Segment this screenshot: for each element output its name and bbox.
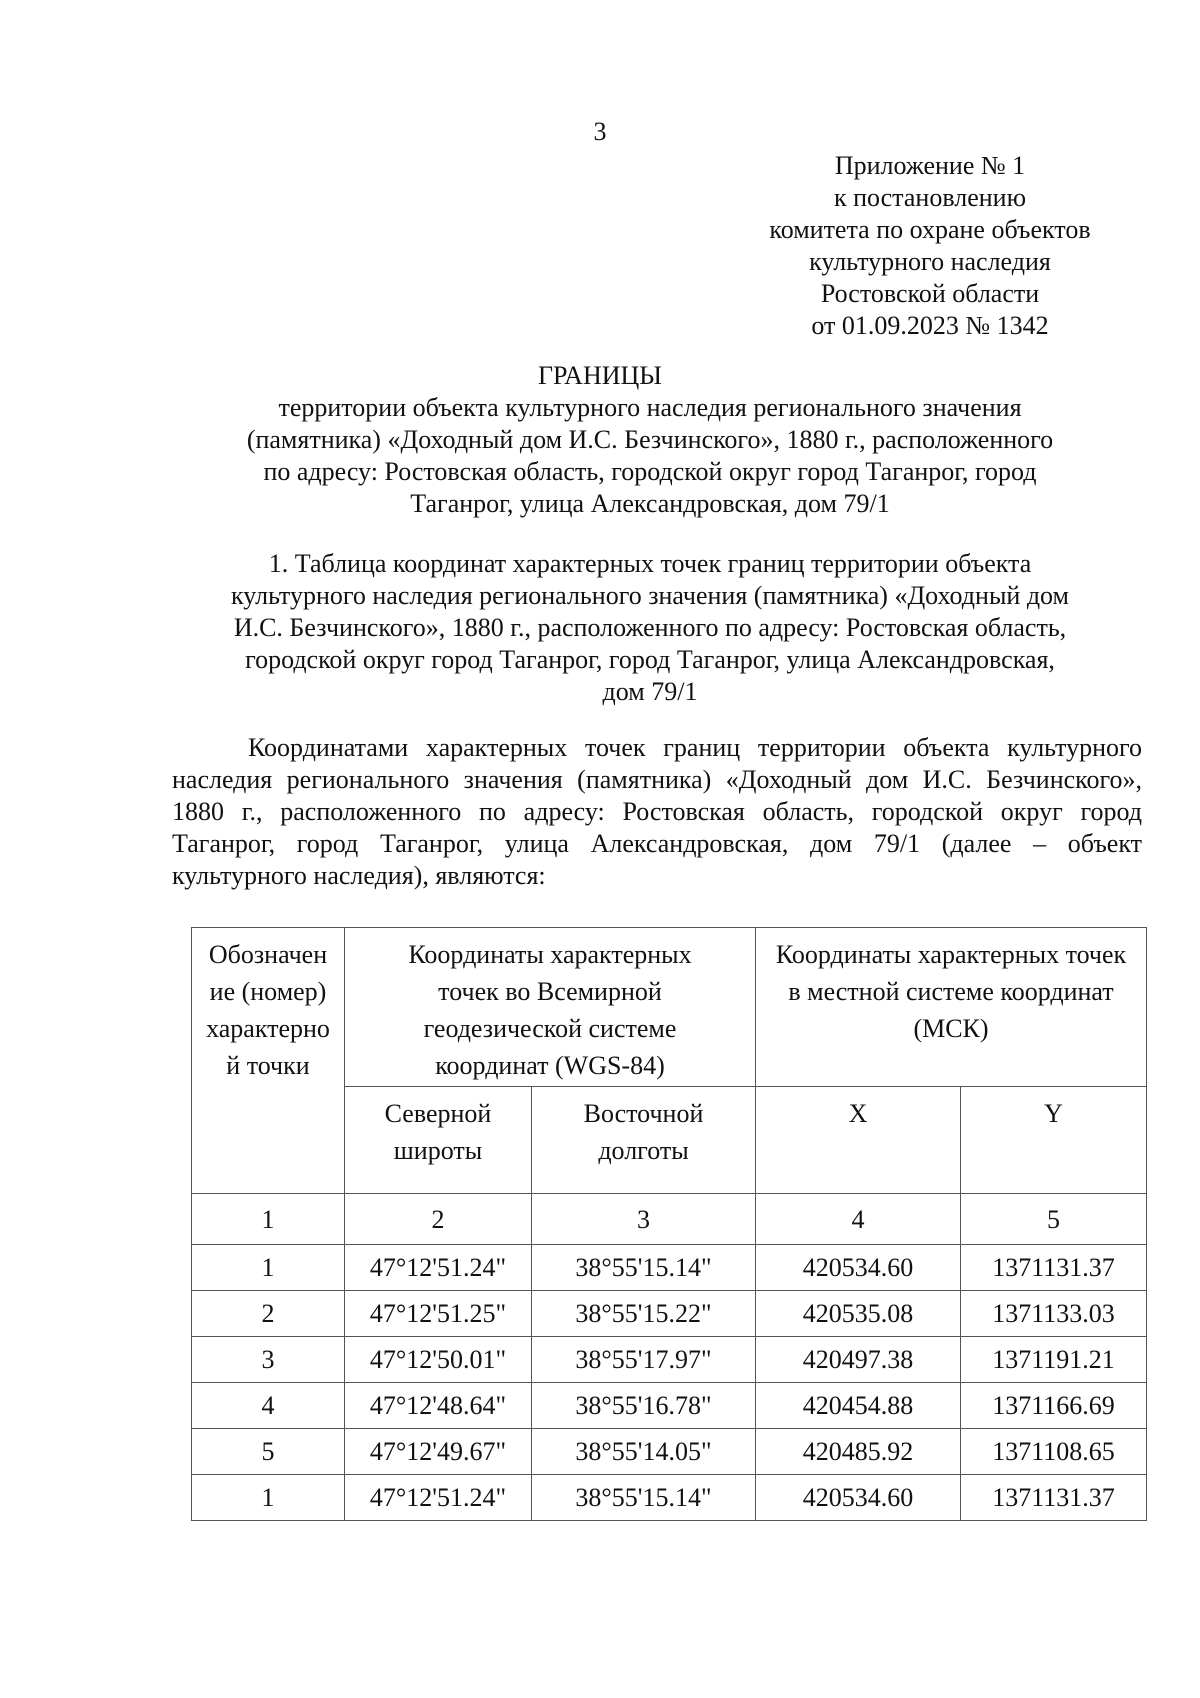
header-text-line: долготы — [598, 1136, 689, 1165]
appendix-line: к постановлению — [833, 183, 1027, 212]
north-latitude-cell: 47°12'48.64" — [345, 1383, 532, 1429]
x-cell: 420535.08 — [756, 1291, 961, 1337]
north-latitude-cell: 47°12'51.25" — [345, 1291, 532, 1337]
header-text-line: (МСК) — [913, 1014, 989, 1043]
y-cell: 1371191.21 — [961, 1337, 1147, 1383]
header-text-line: ие (номер) — [209, 977, 327, 1006]
point-number: 1 — [192, 1475, 345, 1521]
subtitle-line: (памятника) «Доходный дом И.С. Безчинского», 1880 г., расположенного — [246, 425, 1054, 454]
appendix-line: от 01.09.2023 № 1342 — [811, 311, 1049, 340]
appendix-line: Ростовской области — [820, 279, 1040, 308]
appendix-block — [700, 150, 1160, 342]
x-cell: 420534.60 — [756, 1245, 961, 1291]
header-text-line: й точки — [226, 1051, 310, 1080]
section-heading — [180, 548, 1120, 708]
header-text-line: геодезической системе — [423, 1014, 677, 1043]
east-longitude-cell: 38°55'14.05" — [532, 1429, 756, 1475]
point-number: 1 — [192, 1245, 345, 1291]
header-y: Y — [961, 1087, 1147, 1194]
header-x: X — [756, 1087, 961, 1194]
header-text-line: Восточной — [583, 1099, 704, 1128]
x-cell: 420454.88 — [756, 1383, 961, 1429]
subtitle-line: Таганрог, улица Александровская, дом 79/1 — [410, 489, 890, 518]
header-north-latitude — [345, 1087, 532, 1194]
east-longitude-cell: 38°55'16.78" — [532, 1383, 756, 1429]
header-text-line: Обозначен — [208, 940, 328, 969]
y-cell: 1371166.69 — [961, 1383, 1147, 1429]
north-latitude-cell: 47°12'50.01" — [345, 1337, 532, 1383]
header-msk-coordinates — [756, 928, 1147, 1087]
intro-paragraph: Координатами характерных точек границ территории объекта культурного наследия регионального значения (памятника) «Доходный дом И.С. Безчинского», 1880 г., расположенного по адресу: Ростовская область, городской округ город Таганрог, город Таганрог, улица Александровская, дом 79/1 (далее – объект культурного наследия), являются: — [172, 733, 1142, 890]
y-cell: 1371131.37 — [961, 1475, 1147, 1521]
section-heading-line: И.С. Безчинского», 1880 г., расположенного по адресу: Ростовская область, — [233, 613, 1067, 642]
header-text-line: характерно — [206, 1014, 330, 1043]
column-number: 5 — [961, 1194, 1147, 1245]
header-text-line: в местной системе координат — [788, 977, 1114, 1006]
x-cell: 420497.38 — [756, 1337, 961, 1383]
section-heading-line: городской округ город Таганрог, город Таганрог, улица Александровская, — [245, 645, 1055, 674]
table-row — [192, 1337, 1147, 1383]
y-cell: 1371108.65 — [961, 1429, 1147, 1475]
section-heading-line: культурного наследия регионального значения (памятника) «Доходный дом — [230, 581, 1070, 610]
header-text-line: широты — [393, 1136, 483, 1165]
header-text-line: Координаты характерных — [408, 940, 692, 969]
north-latitude-cell: 47°12'51.24" — [345, 1475, 532, 1521]
header-point-designation — [192, 928, 345, 1194]
point-number: 3 — [192, 1337, 345, 1383]
column-number: 1 — [192, 1194, 345, 1245]
column-number: 2 — [345, 1194, 532, 1245]
document-subtitle — [180, 392, 1120, 520]
column-number: 3 — [532, 1194, 756, 1245]
table-row — [192, 1245, 1147, 1291]
document-title: ГРАНИЦЫ — [538, 361, 662, 390]
x-cell: 420485.92 — [756, 1429, 961, 1475]
coordinates-table — [191, 927, 1147, 1521]
table-row — [192, 1429, 1147, 1475]
point-number: 5 — [192, 1429, 345, 1475]
east-longitude-cell: 38°55'15.14" — [532, 1245, 756, 1291]
y-cell: 1371131.37 — [961, 1245, 1147, 1291]
point-number: 4 — [192, 1383, 345, 1429]
north-latitude-cell: 47°12'49.67" — [345, 1429, 532, 1475]
table-header-row — [192, 928, 1147, 1087]
subtitle-line: территории объекта культурного наследия регионального значения — [278, 393, 1022, 422]
subtitle-line: по адресу: Ростовская область, городской округ город Таганрог, город — [263, 457, 1037, 486]
header-east-longitude — [532, 1087, 756, 1194]
point-number: 2 — [192, 1291, 345, 1337]
header-text-line: точек во Всемирной — [438, 977, 662, 1006]
east-longitude-cell: 38°55'15.22" — [532, 1291, 756, 1337]
header-wgs84-coordinates — [345, 928, 756, 1087]
north-latitude-cell: 47°12'51.24" — [345, 1245, 532, 1291]
appendix-line: Приложение № 1 — [834, 151, 1026, 180]
appendix-line: комитета по охране объектов — [769, 215, 1091, 244]
x-cell: 420534.60 — [756, 1475, 961, 1521]
header-text-line: Северной — [384, 1099, 492, 1128]
section-heading-line: 1. Таблица координат характерных точек границ территории объекта — [268, 549, 1032, 578]
east-longitude-cell: 38°55'15.14" — [532, 1475, 756, 1521]
column-number: 4 — [756, 1194, 961, 1245]
page-number: 3 — [593, 117, 607, 146]
table-row — [192, 1475, 1147, 1521]
table-row — [192, 1291, 1147, 1337]
section-heading-line: дом 79/1 — [602, 677, 698, 706]
column-number-row — [192, 1194, 1147, 1245]
header-text-line: координат (WGS-84) — [435, 1051, 665, 1080]
east-longitude-cell: 38°55'17.97" — [532, 1337, 756, 1383]
y-cell: 1371133.03 — [961, 1291, 1147, 1337]
table-row — [192, 1383, 1147, 1429]
appendix-line: культурного наследия — [809, 247, 1051, 276]
header-text-line: Координаты характерных точек — [775, 940, 1127, 969]
